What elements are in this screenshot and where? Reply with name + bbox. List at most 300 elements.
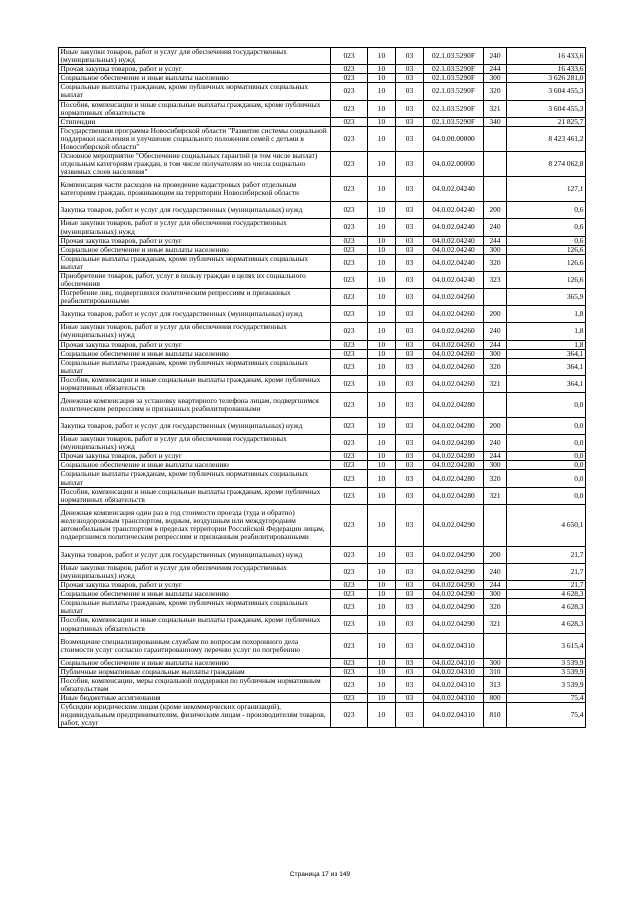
row-target-article: 04.0.02.04310 (424, 676, 484, 693)
row-subsection-code: 03 (396, 126, 424, 151)
table-row (59, 435, 586, 452)
row-description: Приобретение товаров, работ, услуг в пользу граждан в целях их социального обеспечения (59, 271, 331, 288)
table-row (59, 271, 586, 288)
table-row (59, 117, 586, 126)
row-subsection-code: 03 (396, 177, 424, 202)
row-grbs-code: 023 (331, 504, 368, 546)
row-expense-type (484, 504, 507, 546)
table-row (59, 658, 586, 667)
table-row (59, 323, 586, 340)
row-expense-type: 321 (484, 375, 507, 392)
row-target-article: 04.0.02.04290 (424, 563, 484, 580)
row-expense-type: 323 (484, 271, 507, 288)
row-grbs-code: 023 (331, 470, 368, 487)
table-row (59, 358, 586, 375)
row-grbs-code: 023 (331, 375, 368, 392)
row-expense-type: 300 (484, 658, 507, 667)
row-expense-type: 240 (484, 323, 507, 340)
row-description: Закупка товаров, работ и услуг для государственных (муниципальных) нужд (59, 306, 331, 323)
row-amount: 126,6 (507, 245, 586, 254)
row-amount: 364,1 (507, 358, 586, 375)
row-description: Социальное обеспечение и иные выплаты населению (59, 245, 331, 254)
table-body (59, 48, 586, 728)
row-description: Иные закупки товаров, работ и услуг для обеспечения государственных (муниципальных) нужд (59, 323, 331, 340)
row-grbs-code: 023 (331, 461, 368, 470)
budget-table (58, 47, 586, 728)
row-target-article: 04.0.02.04280 (424, 435, 484, 452)
row-amount: 75,4 (507, 693, 586, 702)
row-description: Прочая закупка товаров, работ и услуг (59, 340, 331, 349)
table-row (59, 418, 586, 435)
row-amount: 3 615,4 (507, 633, 586, 658)
row-subsection-code: 03 (396, 83, 424, 100)
row-amount: 1,8 (507, 306, 586, 323)
table-row (59, 393, 586, 418)
row-subsection-code: 03 (396, 470, 424, 487)
row-amount: 4 628,3 (507, 616, 586, 633)
row-section-code: 10 (368, 74, 396, 83)
row-description: Субсидии юридическим лицам (кроме некоммерческих организаций), индивидуальным предпринимателям, физическим лицам - производителям товаров, работ, услуг (59, 703, 331, 728)
row-expense-type: 300 (484, 74, 507, 83)
row-description: Пособия, компенсации и иные социальные выплаты гражданам, кроме публичных нормативных обязательств (59, 487, 331, 504)
row-expense-type: 244 (484, 236, 507, 245)
row-section-code: 10 (368, 100, 396, 117)
row-target-article: 04.0.02.04260 (424, 289, 484, 306)
row-expense-type: 300 (484, 590, 507, 599)
row-expense-type: 320 (484, 599, 507, 616)
row-target-article: 04.0.02.04260 (424, 340, 484, 349)
row-description: Пособия, компенсации и иные социальные выплаты гражданам, кроме публичных нормативных обязательств (59, 616, 331, 633)
table-row (59, 48, 586, 65)
row-subsection-code: 03 (396, 487, 424, 504)
row-section-code: 10 (368, 306, 396, 323)
row-amount: 0,0 (507, 461, 586, 470)
row-description: Стипендии (59, 117, 331, 126)
table-row (59, 470, 586, 487)
row-section-code: 10 (368, 703, 396, 728)
row-expense-type: 321 (484, 487, 507, 504)
row-section-code: 10 (368, 48, 396, 65)
row-section-code: 10 (368, 563, 396, 580)
row-description: Закупка товаров, работ и услуг для государственных (муниципальных) нужд (59, 202, 331, 219)
row-amount: 364,1 (507, 349, 586, 358)
row-grbs-code: 023 (331, 100, 368, 117)
row-amount: 16 433,6 (507, 48, 586, 65)
row-section-code: 10 (368, 470, 396, 487)
row-description: Пособия, компенсации и иные социальные выплаты гражданам, кроме публичных нормативных обязательств (59, 100, 331, 117)
table-row (59, 599, 586, 616)
row-target-article: 04.0.00.00000 (424, 126, 484, 151)
row-subsection-code: 03 (396, 633, 424, 658)
row-subsection-code: 03 (396, 202, 424, 219)
row-expense-type: 244 (484, 65, 507, 74)
row-expense-type: 244 (484, 452, 507, 461)
row-amount: 127,1 (507, 177, 586, 202)
row-subsection-code: 03 (396, 306, 424, 323)
row-grbs-code: 023 (331, 616, 368, 633)
row-grbs-code: 023 (331, 633, 368, 658)
row-subsection-code: 03 (396, 271, 424, 288)
row-target-article: 04.0.02.04260 (424, 375, 484, 392)
row-subsection-code: 03 (396, 504, 424, 546)
table-row (59, 563, 586, 580)
row-expense-type: 800 (484, 693, 507, 702)
row-subsection-code: 03 (396, 393, 424, 418)
row-amount: 4 650,1 (507, 504, 586, 546)
row-expense-type (484, 177, 507, 202)
row-grbs-code: 023 (331, 435, 368, 452)
table-row (59, 703, 586, 728)
row-grbs-code: 023 (331, 487, 368, 504)
row-subsection-code: 03 (396, 599, 424, 616)
row-grbs-code: 023 (331, 693, 368, 702)
row-grbs-code: 023 (331, 323, 368, 340)
row-target-article: 04.0.02.04280 (424, 461, 484, 470)
row-description: Компенсация части расходов на проведение кадастровых работ отдельным категориям граждан, проживающим на территории Новосибирской области (59, 177, 331, 202)
row-description: Денежная компенсация за установку квартирного телефона лицам, подвергшимся политическим репрессиям и признанных реабилитированными (59, 393, 331, 418)
table-row (59, 546, 586, 563)
row-amount: 4 628,3 (507, 590, 586, 599)
row-section-code: 10 (368, 487, 396, 504)
row-grbs-code: 023 (331, 289, 368, 306)
row-grbs-code: 023 (331, 117, 368, 126)
row-amount: 0,0 (507, 470, 586, 487)
row-grbs-code: 023 (331, 254, 368, 271)
row-amount: 8 423 461,2 (507, 126, 586, 151)
row-description: Социальные выплаты гражданам, кроме публичных нормативных социальных выплат (59, 599, 331, 616)
row-target-article: 04.0.02.04280 (424, 418, 484, 435)
table-row (59, 676, 586, 693)
row-target-article: 04.0.02.04260 (424, 306, 484, 323)
row-expense-type: 200 (484, 418, 507, 435)
row-amount: 8 274 062,8 (507, 152, 586, 177)
page-number: Страница 17 из 149 (289, 871, 351, 878)
row-section-code: 10 (368, 358, 396, 375)
row-expense-type: 320 (484, 470, 507, 487)
row-target-article: 04.0.02.04290 (424, 546, 484, 563)
table-row (59, 74, 586, 83)
row-amount: 126,6 (507, 254, 586, 271)
row-grbs-code: 023 (331, 581, 368, 590)
row-section-code: 10 (368, 418, 396, 435)
row-subsection-code: 03 (396, 48, 424, 65)
row-target-article: 02.1.03.5290F (424, 48, 484, 65)
row-section-code: 10 (368, 202, 396, 219)
row-description: Социальные выплаты гражданам, кроме публичных нормативных социальных выплат (59, 470, 331, 487)
row-subsection-code: 03 (396, 375, 424, 392)
row-grbs-code: 023 (331, 48, 368, 65)
row-amount: 21,7 (507, 581, 586, 590)
row-description: Пособия, компенсации и иные социальные выплаты гражданам, кроме публичных нормативных обязательств (59, 375, 331, 392)
row-description: Иные закупки товаров, работ и услуг для обеспечения государственных (муниципальных) нужд (59, 219, 331, 236)
row-expense-type (484, 152, 507, 177)
row-target-article: 02.1.03.5290F (424, 65, 484, 74)
row-section-code: 10 (368, 616, 396, 633)
row-section-code: 10 (368, 236, 396, 245)
row-expense-type: 300 (484, 461, 507, 470)
row-amount: 3 626 281,0 (507, 74, 586, 83)
row-description: Социальное обеспечение и иные выплаты населению (59, 658, 331, 667)
row-section-code: 10 (368, 271, 396, 288)
row-expense-type: 244 (484, 581, 507, 590)
row-description: Возмещение специализированным службам по вопросам похоронного дела стоимости услуг согласно гарантированному перечню услуг по погребению (59, 633, 331, 658)
table-row (59, 202, 586, 219)
row-expense-type: 240 (484, 435, 507, 452)
row-amount: 0,0 (507, 435, 586, 452)
row-expense-type: 340 (484, 117, 507, 126)
row-subsection-code: 03 (396, 676, 424, 693)
row-grbs-code: 023 (331, 599, 368, 616)
row-amount: 0,6 (507, 219, 586, 236)
row-subsection-code: 03 (396, 245, 424, 254)
table-row (59, 219, 586, 236)
row-subsection-code: 03 (396, 289, 424, 306)
row-amount: 0,0 (507, 418, 586, 435)
row-description: Иные бюджетные ассигнования (59, 693, 331, 702)
row-subsection-code: 03 (396, 590, 424, 599)
row-grbs-code: 023 (331, 340, 368, 349)
row-subsection-code: 03 (396, 358, 424, 375)
row-target-article: 02.1.03.5290F (424, 83, 484, 100)
table-row (59, 236, 586, 245)
row-grbs-code: 023 (331, 358, 368, 375)
row-subsection-code: 03 (396, 703, 424, 728)
row-section-code: 10 (368, 152, 396, 177)
row-section-code: 10 (368, 667, 396, 676)
table-row (59, 693, 586, 702)
row-section-code: 10 (368, 323, 396, 340)
row-section-code: 10 (368, 658, 396, 667)
row-grbs-code: 023 (331, 452, 368, 461)
row-amount: 3 539,9 (507, 667, 586, 676)
row-expense-type: 310 (484, 667, 507, 676)
row-grbs-code: 023 (331, 349, 368, 358)
row-expense-type: 321 (484, 100, 507, 117)
row-description: Социальное обеспечение и иные выплаты населению (59, 590, 331, 599)
table-row (59, 177, 586, 202)
row-description: Пособия, компенсации, меры социальной поддержки по публичным нормативным обязательствам (59, 676, 331, 693)
table-row (59, 152, 586, 177)
row-expense-type (484, 393, 507, 418)
row-grbs-code: 023 (331, 245, 368, 254)
row-subsection-code: 03 (396, 435, 424, 452)
row-description: Социальное обеспечение и иные выплаты населению (59, 349, 331, 358)
row-description: Социальные выплаты гражданам, кроме публичных нормативных социальных выплат (59, 254, 331, 271)
row-grbs-code: 023 (331, 219, 368, 236)
row-section-code: 10 (368, 340, 396, 349)
row-expense-type (484, 633, 507, 658)
row-section-code: 10 (368, 633, 396, 658)
row-section-code: 10 (368, 219, 396, 236)
row-amount: 75,4 (507, 703, 586, 728)
row-section-code: 10 (368, 126, 396, 151)
row-grbs-code: 023 (331, 418, 368, 435)
row-amount: 0,0 (507, 393, 586, 418)
row-amount: 21,7 (507, 546, 586, 563)
row-description: Прочая закупка товаров, работ и услуг (59, 581, 331, 590)
row-target-article: 04.0.02.04290 (424, 504, 484, 546)
row-expense-type: 300 (484, 349, 507, 358)
row-amount: 3 604 455,3 (507, 100, 586, 117)
row-expense-type: 240 (484, 48, 507, 65)
row-description: Публичные нормативные социальные выплаты гражданам (59, 667, 331, 676)
row-subsection-code: 03 (396, 236, 424, 245)
table-row (59, 245, 586, 254)
row-grbs-code: 023 (331, 590, 368, 599)
row-target-article: 04.0.02.04290 (424, 590, 484, 599)
row-amount: 16 433,6 (507, 65, 586, 74)
table-row (59, 616, 586, 633)
row-expense-type: 200 (484, 546, 507, 563)
row-subsection-code: 03 (396, 461, 424, 470)
row-section-code: 10 (368, 581, 396, 590)
row-section-code: 10 (368, 117, 396, 126)
row-subsection-code: 03 (396, 323, 424, 340)
row-section-code: 10 (368, 349, 396, 358)
row-expense-type: 200 (484, 202, 507, 219)
row-section-code: 10 (368, 83, 396, 100)
row-target-article: 02.1.03.5290F (424, 117, 484, 126)
row-grbs-code: 023 (331, 271, 368, 288)
row-subsection-code: 03 (396, 254, 424, 271)
row-target-article: 04.0.02.04240 (424, 219, 484, 236)
row-target-article: 04.0.02.04310 (424, 693, 484, 702)
row-target-article: 04.0.02.04240 (424, 271, 484, 288)
table-row (59, 487, 586, 504)
row-grbs-code: 023 (331, 658, 368, 667)
row-description: Погребение лиц, подвергшихся политическим репрессиям и признанных реабилитированными (59, 289, 331, 306)
row-target-article: 04.0.02.04240 (424, 202, 484, 219)
row-subsection-code: 03 (396, 349, 424, 358)
row-section-code: 10 (368, 590, 396, 599)
table-row (59, 126, 586, 151)
row-grbs-code: 023 (331, 306, 368, 323)
row-amount: 21 825,7 (507, 117, 586, 126)
row-amount: 21,7 (507, 563, 586, 580)
row-grbs-code: 023 (331, 236, 368, 245)
row-expense-type: 320 (484, 358, 507, 375)
row-target-article: 04.0.02.04310 (424, 633, 484, 658)
table-row (59, 65, 586, 74)
row-target-article: 04.0.02.04310 (424, 658, 484, 667)
row-grbs-code: 023 (331, 74, 368, 83)
row-grbs-code: 023 (331, 563, 368, 580)
row-description: Социальные выплаты гражданам, кроме публичных нормативных социальных выплат (59, 83, 331, 100)
row-description: Прочая закупка товаров, работ и услуг (59, 452, 331, 461)
row-target-article: 04.0.02.04280 (424, 470, 484, 487)
row-expense-type: 300 (484, 245, 507, 254)
row-section-code: 10 (368, 504, 396, 546)
row-expense-type: 240 (484, 563, 507, 580)
row-section-code: 10 (368, 599, 396, 616)
table-row (59, 452, 586, 461)
row-target-article: 04.0.02.04240 (424, 254, 484, 271)
row-subsection-code: 03 (396, 418, 424, 435)
row-subsection-code: 03 (396, 100, 424, 117)
row-subsection-code: 03 (396, 74, 424, 83)
table-row (59, 83, 586, 100)
row-expense-type: 313 (484, 676, 507, 693)
row-description: Иные закупки товаров, работ и услуг для обеспечения государственных (муниципальных) нужд (59, 563, 331, 580)
row-grbs-code: 023 (331, 546, 368, 563)
row-description: Социальное обеспечение и иные выплаты населению (59, 461, 331, 470)
table-row (59, 375, 586, 392)
table-row (59, 100, 586, 117)
row-amount: 365,9 (507, 289, 586, 306)
row-target-article: 04.0.02.04310 (424, 703, 484, 728)
row-grbs-code: 023 (331, 703, 368, 728)
table-row (59, 461, 586, 470)
table-row (59, 590, 586, 599)
row-grbs-code: 023 (331, 126, 368, 151)
row-amount: 1,8 (507, 340, 586, 349)
row-subsection-code: 03 (396, 219, 424, 236)
row-grbs-code: 023 (331, 152, 368, 177)
row-section-code: 10 (368, 375, 396, 392)
row-expense-type: 321 (484, 616, 507, 633)
row-amount: 126,6 (507, 271, 586, 288)
table-row (59, 349, 586, 358)
row-target-article: 04.0.02.04280 (424, 393, 484, 418)
row-expense-type (484, 289, 507, 306)
row-subsection-code: 03 (396, 65, 424, 74)
row-grbs-code: 023 (331, 177, 368, 202)
row-target-article: 02.1.03.5290F (424, 100, 484, 117)
row-expense-type (484, 126, 507, 151)
table-row (59, 306, 586, 323)
row-amount: 1,8 (507, 323, 586, 340)
row-section-code: 10 (368, 435, 396, 452)
row-amount: 364,1 (507, 375, 586, 392)
row-section-code: 10 (368, 245, 396, 254)
row-target-article: 04.0.02.04260 (424, 358, 484, 375)
row-subsection-code: 03 (396, 117, 424, 126)
row-subsection-code: 03 (396, 546, 424, 563)
row-amount: 4 628,3 (507, 599, 586, 616)
row-description: Основное мероприятие "Обеспечение социальных гарантий (в том числе выплат) отдельным категориям граждан, в том числе получателям из числа социально уязвимых слоев населения" (59, 152, 331, 177)
row-grbs-code: 023 (331, 65, 368, 74)
row-grbs-code: 023 (331, 676, 368, 693)
row-target-article: 04.0.02.04290 (424, 599, 484, 616)
row-target-article: 04.0.02.04240 (424, 177, 484, 202)
row-section-code: 10 (368, 393, 396, 418)
row-target-article: 04.0.02.04280 (424, 487, 484, 504)
table-row (59, 340, 586, 349)
table-row (59, 504, 586, 546)
table-row (59, 633, 586, 658)
row-section-code: 10 (368, 254, 396, 271)
row-section-code: 10 (368, 461, 396, 470)
row-amount: 0,6 (507, 236, 586, 245)
row-description: Социальное обеспечение и иные выплаты населению (59, 74, 331, 83)
row-description: Прочая закупка товаров, работ и услуг (59, 65, 331, 74)
row-expense-type: 240 (484, 219, 507, 236)
row-amount: 3 539,9 (507, 658, 586, 667)
row-description: Прочая закупка товаров, работ и услуг (59, 236, 331, 245)
row-description: Государственная программа Новосибирской области "Развитие системы социальной поддержки населения и улучшение социального положения семей с детьми в Новосибирской области" (59, 126, 331, 151)
row-target-article: 04.0.02.04310 (424, 667, 484, 676)
row-target-article: 04.0.02.04260 (424, 323, 484, 340)
row-target-article: 02.1.03.5290F (424, 74, 484, 83)
row-section-code: 10 (368, 676, 396, 693)
row-amount: 0,6 (507, 202, 586, 219)
row-target-article: 04.0.02.04290 (424, 581, 484, 590)
row-grbs-code: 023 (331, 667, 368, 676)
row-subsection-code: 03 (396, 452, 424, 461)
table-row (59, 289, 586, 306)
row-expense-type: 200 (484, 306, 507, 323)
row-description: Социальные выплаты гражданам, кроме публичных нормативных социальных выплат (59, 358, 331, 375)
